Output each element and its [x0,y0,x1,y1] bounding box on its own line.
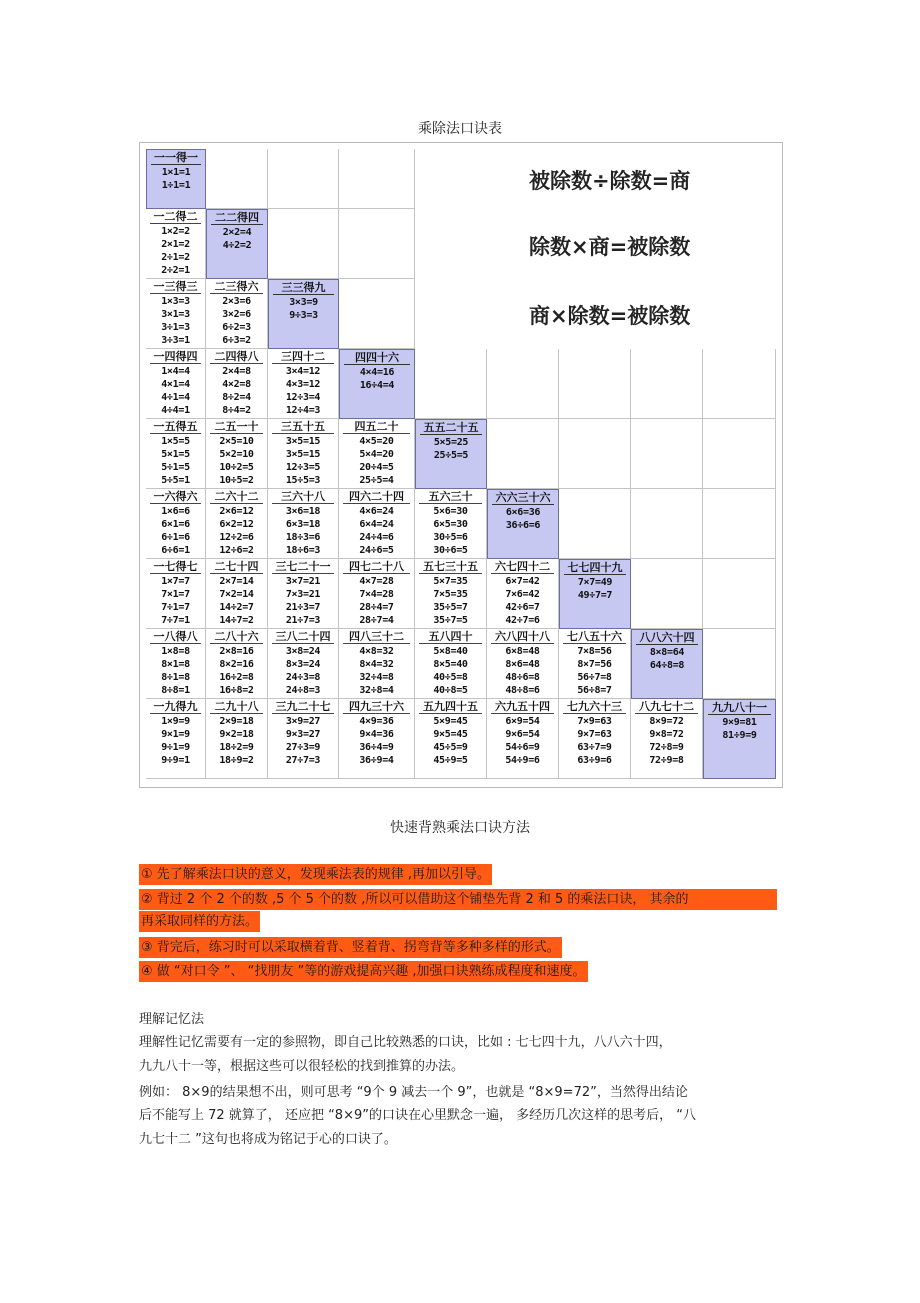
cell-equation: 2×8=16 [219,646,254,657]
cell-equation: 6÷1=6 [161,532,190,543]
cell-equation: 5×2=10 [219,449,254,460]
cell-equation: 7×1=7 [161,589,190,600]
cell-equation: 2×3=6 [222,296,251,307]
cell-equation: 12÷6=2 [219,545,254,556]
cell-equation: 4÷1=4 [161,392,190,403]
cell-equation: 2×7=14 [219,576,254,587]
cell-equation: 7×9=63 [577,716,612,727]
cell-equation: 40÷5=8 [433,672,468,683]
cell-mnemonic: 六六三十六 [492,492,554,505]
cell-equation: 12÷4=3 [285,405,321,416]
empty-cell [703,559,776,629]
cell-equation: 40÷8=5 [433,685,468,696]
cell-mnemonic: 二三得六 [210,281,263,294]
table-cell [415,419,487,489]
cell-equation: 28÷4=7 [359,602,394,613]
cell-equation: 63÷9=6 [577,755,612,766]
cell-equation: 16÷4=4 [359,380,395,391]
table-cell [339,489,415,559]
cell-equation: 9×5=45 [433,729,468,740]
cell-mnemonic: 四七二十八 [343,561,410,574]
cell-equation: 10÷2=5 [219,462,254,473]
cell-equation: 7×6=42 [505,589,540,600]
empty-cell [339,209,415,279]
cell-equation: 18÷9=2 [219,755,254,766]
table-cell [206,419,268,489]
cell-equation: 32÷8=4 [359,685,394,696]
cell-equation: 48÷6=8 [505,672,540,683]
table-cell [415,559,487,629]
cell-equation: 7×3=21 [285,589,321,600]
empty-cell [339,279,415,349]
cell-mnemonic: 七七四十九 [564,562,626,575]
cell-mnemonic: 八八六十四 [636,632,698,645]
cell-equation: 3×5=15 [285,449,321,460]
table-cell [339,419,415,489]
cell-equation: 36÷4=9 [359,742,394,753]
empty-cell [559,419,631,489]
cell-equation: 3×9=27 [285,716,321,727]
cell-equation: 72÷9=8 [649,755,684,766]
cell-equation: 3×2=6 [222,309,251,320]
cell-mnemonic: 五五二十五 [420,422,482,435]
cell-equation: 1×5=5 [161,436,190,447]
cell-equation: 28÷7=4 [359,615,394,626]
cell-equation: 5×9=45 [433,716,468,727]
cell-equation: 12÷3=5 [285,462,321,473]
table-cell [146,699,206,779]
cell-equation: 3×5=15 [285,436,321,447]
cell-equation: 18÷2=9 [219,742,254,753]
table-cell [146,489,206,559]
cell-equation: 9×7=63 [577,729,612,740]
cell-equation: 2×4=8 [222,366,251,377]
cell-equation: 4×8=32 [359,646,394,657]
cell-equation: 64÷8=8 [649,660,685,671]
cell-equation: 24÷6=5 [359,545,394,556]
empty-cell [631,559,703,629]
cell-equation: 8×8=64 [649,647,685,658]
table-cell [268,629,339,699]
cell-mnemonic: 五七三十五 [419,561,482,574]
cell-equation: 18÷3=6 [285,532,321,543]
section-heading: 理解记忆法 [139,1012,205,1027]
table-cell [268,349,339,419]
table-cell [268,419,339,489]
formula-dividend: 被除数÷除数=商 [529,169,691,193]
cell-equation: 3÷3=1 [161,335,190,346]
table-cell [559,559,631,629]
cell-equation: 9×8=72 [649,729,684,740]
cell-equation: 4×6=24 [359,506,394,517]
cell-equation: 6×2=12 [219,519,254,530]
tip-2-continued: 再采取同样的方法。 [139,911,260,932]
cell-mnemonic: 四九三十六 [343,701,410,714]
cell-mnemonic: 五八四十 [419,631,482,644]
cell-mnemonic: 六七四十二 [491,561,554,574]
cell-equation: 9÷1=9 [161,742,190,753]
cell-equation: 5×5=25 [433,437,469,448]
table-cell [206,279,268,349]
cell-equation: 6÷2=3 [222,322,251,333]
cell-equation: 21÷3=7 [285,602,321,613]
cell-equation: 3×3=9 [289,297,318,308]
methods-subtitle: 快速背熟乘法口诀方法 [390,820,530,836]
cell-equation: 36÷6=6 [505,520,541,531]
cell-mnemonic: 四五二十 [343,421,410,434]
table-cell [487,489,559,559]
cell-equation: 6×5=30 [433,519,468,530]
cell-equation: 14÷7=2 [219,615,254,626]
table-cell [146,419,206,489]
cell-equation: 5×7=35 [433,576,468,587]
cell-equation: 2×9=18 [219,716,254,727]
cell-equation: 18÷6=3 [285,545,321,556]
cell-equation: 25÷5=4 [359,475,394,486]
cell-equation: 5×4=20 [359,449,394,460]
cell-equation: 1×1=1 [161,167,191,178]
cell-mnemonic: 三六十八 [272,491,334,504]
cell-equation: 81÷9=9 [722,730,757,741]
cell-equation: 25÷5=5 [433,450,469,461]
cell-mnemonic: 二二得四 [211,212,263,225]
table-cell [206,629,268,699]
cell-mnemonic: 三九二十七 [272,701,334,714]
cell-equation: 63÷7=9 [577,742,612,753]
cell-equation: 1×8=8 [161,646,190,657]
cell-equation: 8÷4=2 [222,405,251,416]
cell-equation: 6×9=54 [505,716,540,727]
empty-cell [206,149,268,209]
cell-equation: 2÷1=2 [161,252,190,263]
cell-equation: 4×4=16 [359,367,395,378]
tip-2: ② 背过 2 个 2 个的数 ,5 个 5 个的数 ,所以可以借助这个铺垫先背 2 和 5 的乘法口诀， 其余的 [139,889,777,910]
paragraph-line: 理解性记忆需要有一定的参照物，即自己比较熟悉的口诀，比如 : 七七四十九，八八六十四， [139,1035,672,1050]
cell-equation: 4÷4=1 [161,405,190,416]
cell-equation: 3×1=3 [161,309,190,320]
cell-equation: 8×3=24 [285,659,321,670]
cell-equation: 8×7=56 [577,659,612,670]
cell-equation: 24÷4=6 [359,532,394,543]
empty-cell [487,419,559,489]
cell-equation: 1÷1=1 [161,180,191,191]
empty-cell [631,419,703,489]
paragraph-line: 九九八十一等，根据这些可以很轻松的找到推算的办法。 [139,1059,465,1074]
cell-equation: 9×2=18 [219,729,254,740]
cell-equation: 2÷2=1 [161,265,190,276]
cell-equation: 9÷3=3 [289,310,318,321]
tip-3: ③ 背完后，练习时可以采取横着背、竖着背、拐弯背等多种多样的形式。 [139,937,562,958]
empty-cell [415,349,487,419]
table-cell [631,629,703,699]
cell-equation: 16÷8=2 [219,685,254,696]
cell-equation: 45÷5=9 [433,742,468,753]
cell-mnemonic: 三八二十四 [272,631,334,644]
cell-mnemonic: 五九四十五 [419,701,482,714]
cell-equation: 8×9=72 [649,716,684,727]
cell-mnemonic: 一五得五 [150,421,201,434]
cell-mnemonic: 九九八十一 [708,702,771,715]
cell-equation: 20÷4=5 [359,462,394,473]
cell-mnemonic: 一三得三 [150,281,201,294]
formula-divisor-times-quotient: 除数×商=被除数 [529,235,691,259]
cell-equation: 1×7=7 [161,576,190,587]
cell-equation: 9×9=81 [722,717,757,728]
cell-mnemonic: 一二得二 [150,211,201,224]
cell-equation: 7×7=49 [577,577,613,588]
cell-equation: 6÷6=1 [161,545,190,556]
cell-equation: 4×3=12 [285,379,321,390]
cell-equation: 8×6=48 [505,659,540,670]
cell-equation: 1×2=2 [161,226,190,237]
cell-equation: 1×4=4 [161,366,190,377]
cell-equation: 8÷8=1 [161,685,190,696]
table-cell [146,279,206,349]
cell-mnemonic: 一一得一 [151,152,201,165]
cell-equation: 4×1=4 [161,379,190,390]
table-cell [339,349,415,419]
empty-cell [268,149,339,209]
cell-equation: 56÷8=7 [577,685,612,696]
page-title: 乘除法口诀表 [418,121,502,137]
cell-equation: 7×2=14 [219,589,254,600]
cell-equation: 3×6=18 [285,506,321,517]
cell-equation: 1×3=3 [161,296,190,307]
cell-equation: 4×5=20 [359,436,394,447]
empty-cell [703,629,776,699]
cell-mnemonic: 三七二十一 [272,561,334,574]
cell-equation: 3÷1=3 [161,322,190,333]
cell-mnemonic: 二九十八 [210,701,263,714]
cell-equation: 4×2=8 [222,379,251,390]
table-cell [339,559,415,629]
cell-equation: 9×3=27 [285,729,321,740]
cell-mnemonic: 八九七十二 [635,701,698,714]
table-cell [206,349,268,419]
cell-equation: 5÷1=5 [161,462,190,473]
cell-equation: 36÷9=4 [359,755,394,766]
cell-equation: 2×5=10 [219,436,254,447]
empty-cell [559,489,631,559]
cell-equation: 9÷9=1 [161,755,190,766]
cell-equation: 4÷2=2 [222,240,252,251]
table-cell [206,559,268,629]
cell-equation: 12÷3=4 [285,392,321,403]
cell-equation: 56÷7=8 [577,672,612,683]
cell-equation: 30÷6=5 [433,545,468,556]
table-cell [206,209,268,279]
table-cell [146,209,206,279]
cell-equation: 1×6=6 [161,506,190,517]
cell-equation: 54÷6=9 [505,742,540,753]
cell-equation: 30÷5=6 [433,532,468,543]
cell-equation: 2×2=4 [222,227,252,238]
table-cell [703,699,776,779]
cell-equation: 45÷9=5 [433,755,468,766]
cell-equation: 8×5=40 [433,659,468,670]
cell-equation: 4×9=36 [359,716,394,727]
cell-equation: 32÷4=8 [359,672,394,683]
cell-equation: 35÷5=7 [433,602,468,613]
cell-mnemonic: 三三得九 [273,282,334,295]
cell-equation: 4×7=28 [359,576,394,587]
cell-mnemonic: 二七十四 [210,561,263,574]
cell-equation: 9×6=54 [505,729,540,740]
cell-equation: 10÷5=2 [219,475,254,486]
table-cell [268,279,339,349]
cell-mnemonic: 二四得八 [210,351,263,364]
cell-mnemonic: 七八五十六 [563,631,626,644]
table-cell [268,489,339,559]
cell-equation: 5×8=40 [433,646,468,657]
paragraph-line: 九七十二 ”这句也将成为铭记于心的口诀了。 [139,1132,397,1147]
cell-equation: 48÷8=6 [505,685,540,696]
table-cell [487,699,559,779]
cell-mnemonic: 一六得六 [150,491,201,504]
cell-mnemonic: 一七得七 [150,561,201,574]
cell-equation: 5×1=5 [161,449,190,460]
cell-equation: 2×1=2 [161,239,190,250]
cell-mnemonic: 六九五十四 [491,701,554,714]
empty-cell [268,209,339,279]
cell-equation: 3×7=21 [285,576,321,587]
cell-mnemonic: 四八三十二 [343,631,410,644]
cell-equation: 54÷9=6 [505,755,540,766]
cell-mnemonic: 三五十五 [272,421,334,434]
cell-mnemonic: 三四十二 [272,351,334,364]
empty-cell [339,149,415,209]
cell-equation: 8×4=32 [359,659,394,670]
cell-equation: 21÷7=3 [285,615,321,626]
cell-mnemonic: 四四十六 [344,352,410,365]
multiplication-division-table [139,142,783,788]
table-cell [559,699,631,779]
cell-mnemonic: 二五一十 [210,421,263,434]
table-cell [339,699,415,779]
cell-equation: 6×8=48 [505,646,540,657]
cell-equation: 5÷5=1 [161,475,190,486]
cell-equation: 6÷3=2 [222,335,251,346]
table-cell [268,699,339,779]
cell-mnemonic: 二六十二 [210,491,263,504]
cell-equation: 6×3=18 [285,519,321,530]
empty-cell [703,489,776,559]
cell-equation: 7÷1=7 [161,602,190,613]
cell-equation: 14÷2=7 [219,602,254,613]
cell-mnemonic: 二八十六 [210,631,263,644]
paragraph-line: 例如： 8×9的结果想不出，则可思考 “9个 9 减去一个 9”，也就是 “8×9=72”，当然得出结论 [139,1085,688,1100]
cell-equation: 8×1=8 [161,659,190,670]
cell-equation: 27÷3=9 [285,742,321,753]
empty-cell [559,349,631,419]
empty-cell [703,349,776,419]
cell-equation: 15÷5=3 [285,475,321,486]
cell-mnemonic: 五六三十 [419,491,482,504]
cell-equation: 7×8=56 [577,646,612,657]
table-cell [415,629,487,699]
cell-equation: 6×6=36 [505,507,541,518]
table-cell [206,489,268,559]
cell-equation: 42÷7=6 [505,615,540,626]
cell-equation: 3×8=24 [285,646,321,657]
cell-equation: 42÷6=7 [505,602,540,613]
cell-equation: 2×6=12 [219,506,254,517]
table-cell [415,699,487,779]
empty-cell [703,419,776,489]
cell-equation: 8×2=16 [219,659,254,670]
table-cell [559,629,631,699]
cell-mnemonic: 一九得九 [150,701,201,714]
table-cell [206,699,268,779]
empty-cell [487,349,559,419]
cell-equation: 7×5=35 [433,589,468,600]
table-cell [631,699,703,779]
table-cell [146,149,206,209]
cell-equation: 24÷8=3 [285,685,321,696]
cell-equation: 3×4=12 [285,366,321,377]
table-cell [146,629,206,699]
cell-mnemonic: 六八四十八 [491,631,554,644]
cell-equation: 24÷3=8 [285,672,321,683]
cell-equation: 72÷8=9 [649,742,684,753]
cell-equation: 6×4=24 [359,519,394,530]
empty-cell [631,489,703,559]
tip-4: ④ 做 “对口令 ”、 “找朋友 ”等的游戏提高兴趣 ,加强口诀熟练成程度和速度。 [139,961,588,982]
table-cell [268,559,339,629]
cell-equation: 27÷7=3 [285,755,321,766]
cell-equation: 9×4=36 [359,729,394,740]
cell-equation: 12÷2=6 [219,532,254,543]
cell-equation: 6×1=6 [161,519,190,530]
cell-equation: 1×9=9 [161,716,190,727]
cell-equation: 7÷7=1 [161,615,190,626]
table-cell [339,629,415,699]
table-cell [487,629,559,699]
cell-mnemonic: 一四得四 [150,351,201,364]
cell-equation: 9×1=9 [161,729,190,740]
cell-equation: 7×4=28 [359,589,394,600]
cell-equation: 35÷7=5 [433,615,468,626]
cell-mnemonic: 七九六十三 [563,701,626,714]
table-cell [146,559,206,629]
table-cell [487,559,559,629]
cell-equation: 8÷1=8 [161,672,190,683]
tip-1: ① 先了解乘法口诀的意义，发现乘法表的规律 ,再加以引导。 [139,864,492,885]
cell-mnemonic: 一八得八 [150,631,201,644]
paragraph-line: 后不能写上 72 就算了， 还应把 “8×9”的口诀在心里默念一遍， 多经历几次这样的思考后， “八 [139,1108,696,1123]
cell-equation: 8÷2=4 [222,392,251,403]
cell-equation: 16÷2=8 [219,672,254,683]
cell-equation: 5×6=30 [433,506,468,517]
table-cell [146,349,206,419]
cell-equation: 6×7=42 [505,576,540,587]
cell-mnemonic: 四六二十四 [343,491,410,504]
formula-quotient-times-divisor: 商×除数=被除数 [529,304,691,328]
empty-cell [631,349,703,419]
cell-equation: 49÷7=7 [577,590,613,601]
table-cell [415,489,487,559]
